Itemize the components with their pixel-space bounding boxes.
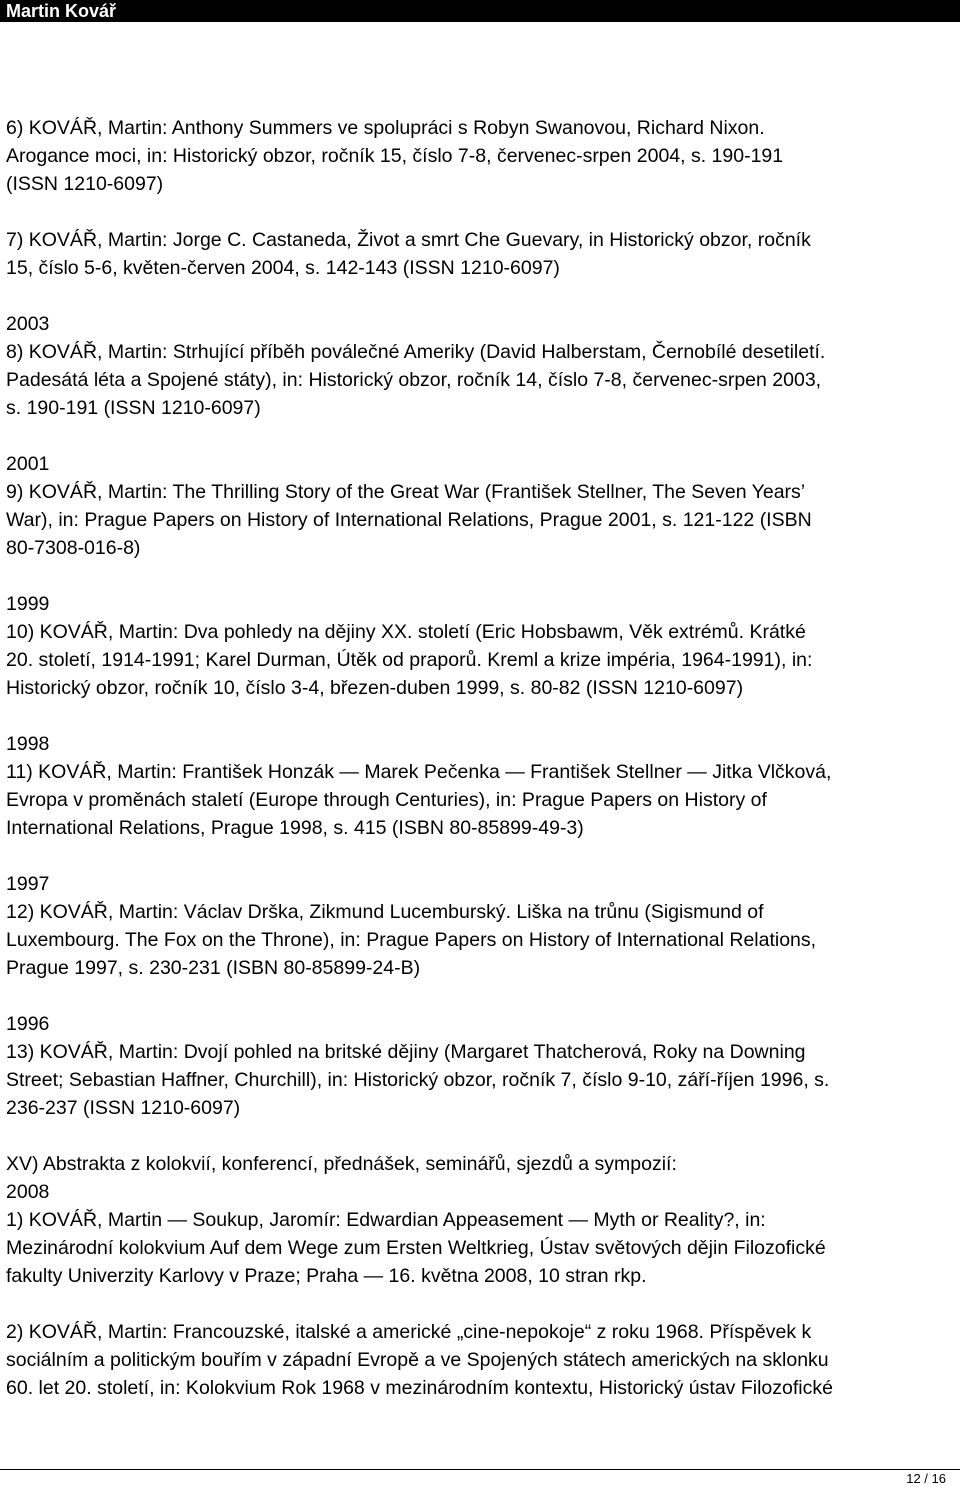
text-line: 2) KOVÁŘ, Martin: Francouzské, italské a americké „cine-nepokoje“ z roku 1968. Příspěvek k [6, 1321, 812, 1343]
text-line: International Relations, Prague 1998, s. 415 (ISBN 80-85899-49-3) [6, 817, 584, 839]
entry-6 [6, 114, 956, 198]
document-title: Martin Kovář [6, 1, 117, 21]
document-body [6, 114, 956, 1402]
text-line: 60. let 20. století, in: Kolokvium Rok 1968 v mezinárodním kontextu, Historický ústav Filozofické [6, 1377, 833, 1399]
year-heading: 2008 [6, 1181, 50, 1203]
text-line: Luxembourg. The Fox on the Throne), in: Prague Papers on History of International Relations, [6, 929, 817, 951]
text-line: Prague 1997, s. 230-231 (ISBN 80-85899-24-B) [6, 957, 421, 979]
text-line: 15, číslo 5-6, květen-červen 2004, s. 142-143 (ISSN 1210-6097) [6, 257, 560, 279]
year-heading: 1996 [6, 1013, 50, 1035]
year-heading: 2001 [6, 453, 50, 475]
text-line: Padesátá léta a Spojené státy), in: Historický obzor, ročník 14, číslo 7-8, červenec-srpen 2003, [6, 369, 822, 391]
entry-8 [6, 310, 956, 422]
year-heading: 2003 [6, 313, 50, 335]
text-line: 8) KOVÁŘ, Martin: Strhující příběh poválečné Ameriky (David Halberstam, Černobílé desetiletí. [6, 341, 826, 363]
year-heading: 1998 [6, 733, 50, 755]
text-line: Street; Sebastian Haffner, Churchill), in: Historický obzor, ročník 7, číslo 9-10, září-říjen 1996, s. [6, 1069, 830, 1091]
text-line: War), in: Prague Papers on History of International Relations, Prague 2001, s. 121-122 (ISBN [6, 509, 812, 531]
text-line: sociálním a politickým bouřím v západní Evropě a ve Spojených státech amerických na sklonku [6, 1349, 829, 1371]
text-line: 236-237 (ISSN 1210-6097) [6, 1097, 241, 1119]
section-heading: XV) Abstrakta z kolokvií, konferencí, přednášek, seminářů, sjezdů a sympozií: [6, 1153, 677, 1175]
abstract-entry-2 [6, 1318, 956, 1402]
text-line: Historický obzor, ročník 10, číslo 3-4, březen-duben 1999, s. 80-82 (ISSN 1210-6097) [6, 677, 744, 699]
text-line: Arogance moci, in: Historický obzor, ročník 15, číslo 7-8, červenec-srpen 2004, s. 190-191 [6, 145, 784, 167]
section-xv [6, 1150, 956, 1290]
text-line: Evropa v proměnách staletí (Europe through Centuries), in: Prague Papers on History of [6, 789, 767, 811]
text-line: 6) KOVÁŘ, Martin: Anthony Summers ve spolupráci s Robyn Swanovou, Richard Nixon. [6, 117, 765, 139]
text-line: 20. století, 1914-1991; Karel Durman, Útěk od praporů. Kreml a krize impéria, 1964-1991), in: [6, 649, 813, 671]
text-line: 9) KOVÁŘ, Martin: The Thrilling Story of the Great War (František Stellner, The Seven Years’ [6, 481, 806, 503]
page-number: 12 / 16 [906, 1471, 946, 1486]
text-line: 80-7308-016-8) [6, 537, 141, 559]
entry-11 [6, 730, 956, 842]
text-line: 11) KOVÁŘ, Martin: František Honzák — Marek Pečenka — František Stellner — Jitka Vlčková, [6, 761, 832, 783]
text-line: 12) KOVÁŘ, Martin: Václav Drška, Zikmund Lucemburský. Liška na trůnu (Sigismund of [6, 901, 764, 923]
entry-12 [6, 870, 956, 982]
text-line: (ISSN 1210-6097) [6, 173, 164, 195]
page-header [0, 0, 960, 22]
footer-divider [0, 1469, 960, 1470]
text-line: 13) KOVÁŘ, Martin: Dvojí pohled na britské dějiny (Margaret Thatcherová, Roky na Downing [6, 1041, 806, 1063]
entry-7 [6, 226, 956, 282]
text-line: 10) KOVÁŘ, Martin: Dva pohledy na dějiny XX. století (Eric Hobsbawm, Věk extrémů. Krátké [6, 621, 806, 643]
year-heading: 1999 [6, 593, 50, 615]
entry-13 [6, 1010, 956, 1122]
year-heading: 1997 [6, 873, 50, 895]
text-line: 7) KOVÁŘ, Martin: Jorge C. Castaneda, Život a smrt Che Guevary, in Historický obzor, ročník [6, 229, 811, 251]
text-line: fakulty Univerzity Karlovy v Praze; Praha — 16. května 2008, 10 stran rkp. [6, 1265, 647, 1287]
entry-10 [6, 590, 956, 702]
entry-9 [6, 450, 956, 562]
text-line: Mezinárodní kolokvium Auf dem Wege zum Ersten Weltkrieg, Ústav světových dějin Filozofické [6, 1237, 826, 1259]
text-line: s. 190-191 (ISSN 1210-6097) [6, 397, 261, 419]
text-line: 1) KOVÁŘ, Martin — Soukup, Jaromír: Edwardian Appeasement — Myth or Reality?, in: [6, 1209, 766, 1231]
